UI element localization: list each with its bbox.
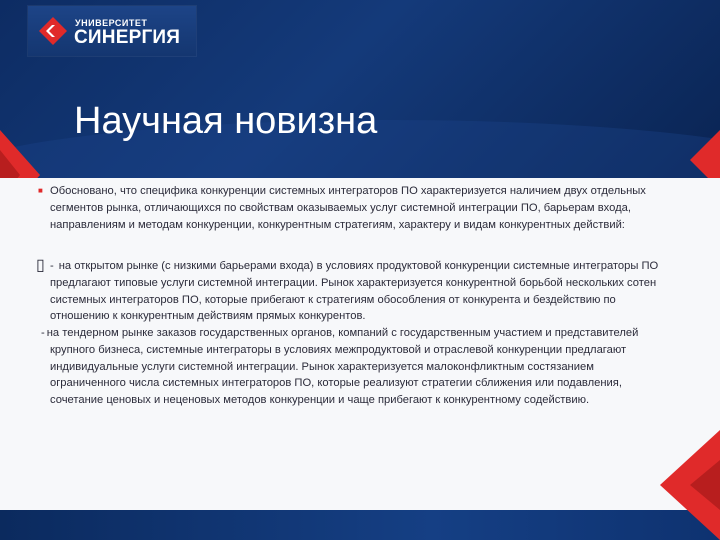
paragraph-3-text: на тендерном рынке заказов государственных органов, компаний с государственным участием и представителей крупного бизнеса, системные интеграторы в условиях межпродуктовой и отраслевой конкуренции предлагают индивидуальные услуги системной интеграции. Рынок характеризуется малоконфликтным состязанием ограниченного числа системных интеграторов ПО, которые реализуют стратегии сближения или подавления, сочетание ценовых и неценовых методов конкуренции и чаще прибегают к конкурентному содействию. bbox=[46, 327, 639, 407]
slide-title: Научная новизна bbox=[74, 100, 378, 142]
bullet-icon: ■ bbox=[38, 186, 43, 195]
paragraph-2-text: на открытом рынке (с низкими барьерами входа) в условиях продуктовой конкуренции системные интеграторы ПО предлагают типовые услуги системной интеграции. Рынок характеризуется конкурентной борьбой нескольких сотен системных интеграторов ПО, которые прибегают к стратегиям обособления от конкурента и бездействию по отношению к конкурентным действиям прямых конкурентов. bbox=[50, 260, 659, 323]
logo-text-small: УНИВЕРСИТЕТ bbox=[75, 18, 148, 28]
logo-text-big: СИНЕРГИЯ bbox=[74, 27, 181, 48]
synergy-logo-icon bbox=[38, 16, 68, 46]
paragraph-3 bbox=[41, 325, 662, 409]
university-logo bbox=[28, 6, 196, 56]
right-bottom-red-decoration bbox=[640, 430, 720, 540]
slide-footer bbox=[0, 510, 720, 540]
missing-glyph-icon: ▯ bbox=[36, 257, 45, 274]
paragraph-2 bbox=[50, 258, 662, 325]
paragraph-1: Обосновано, что специфика конкуренции системных интеграторов ПО характеризуется наличием двух отдельных сегментов рынка, отличающихся по свойствам оказываемых услуг системной интеграции ПО, барьерам входа, направлениям и методам конкуренции, конкурентным стратегиям, характеру и видам конкурентных действий: bbox=[50, 185, 646, 231]
paragraph-3-dash: - bbox=[41, 327, 45, 339]
paragraph-2-dash: - bbox=[50, 260, 54, 272]
